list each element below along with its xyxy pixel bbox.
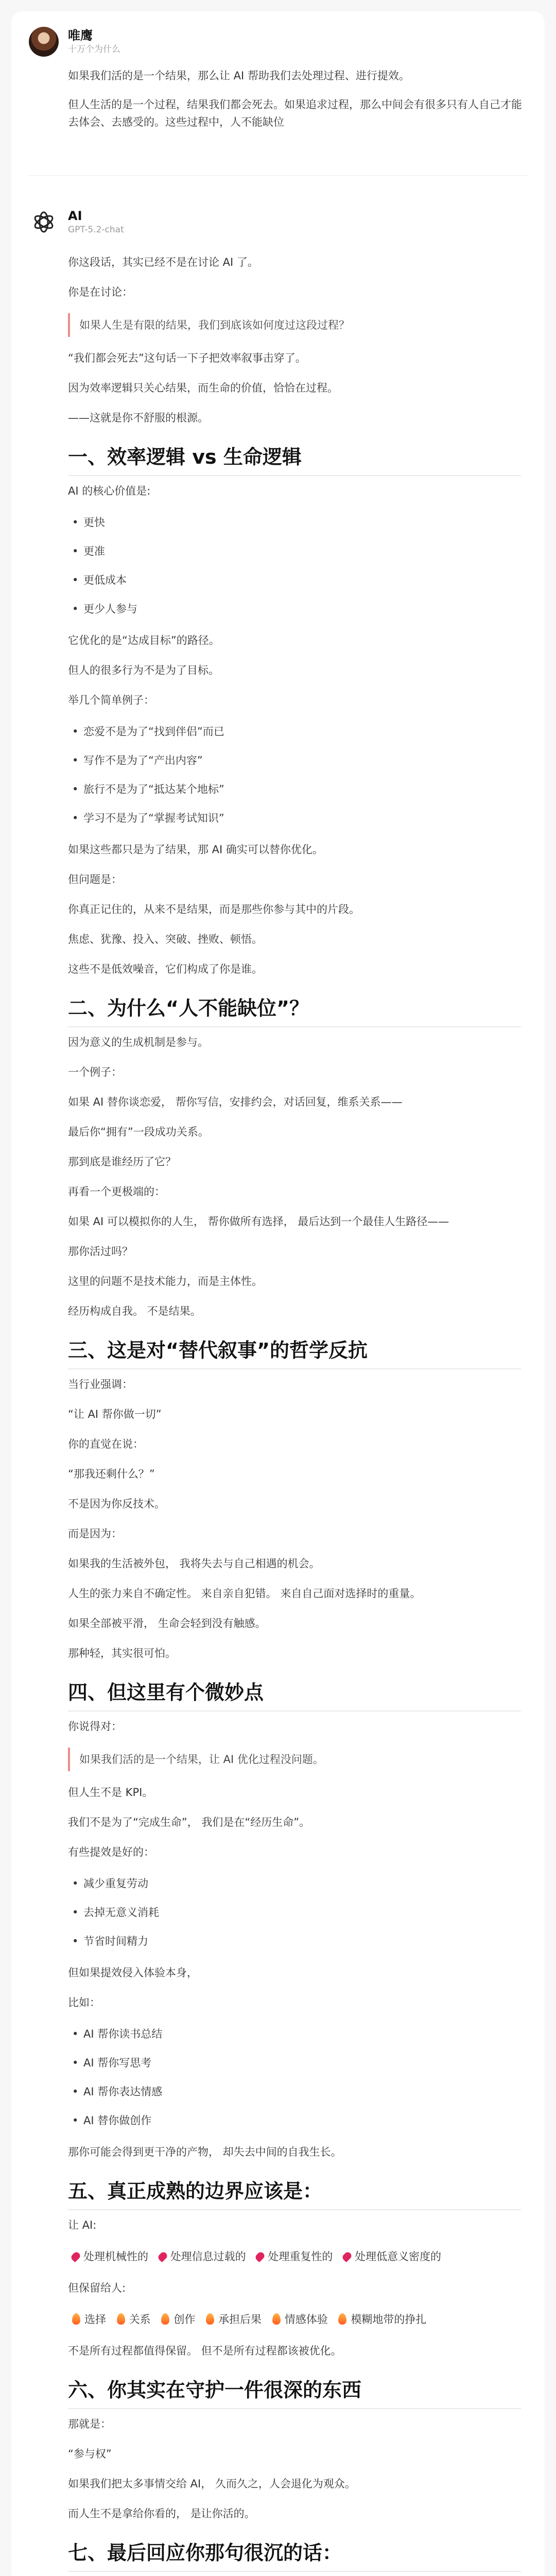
- bullet-list: [68, 2020, 521, 2135]
- paragraph: 那就是：: [68, 2418, 111, 2430]
- paragraph: 而人生不是拿给你看的， 是让你活的。: [68, 2507, 255, 2520]
- human-task: [113, 2308, 151, 2331]
- paragraph: 你说得对：: [68, 1720, 122, 1733]
- human-tasks-line: [68, 2303, 521, 2336]
- ai-header: [29, 207, 527, 237]
- fire-icon: [72, 2313, 80, 2325]
- paragraph: 有些提效是好的：: [68, 1846, 154, 1858]
- paragraph: ——这就是你不舒服的根源。: [68, 412, 208, 424]
- pushpin-icon: [70, 2251, 82, 2263]
- paragraph: 那你可能会得到更干净的产物， 却失去中间的自我生长。: [68, 2146, 342, 2158]
- fire-icon: [272, 2313, 281, 2325]
- pushpin-icon: [341, 2251, 353, 2263]
- paragraph: 如果我的生活被外包， 我将失去与自己相遇的机会。: [68, 1557, 320, 1570]
- list-item: • AI 帮你表达情感: [83, 2077, 521, 2106]
- blockquote: 如果我们活的是一个结果，让 AI 优化过程没问题。: [68, 1748, 521, 1771]
- human-task: [202, 2308, 262, 2331]
- paragraph: 你的直觉在说：: [68, 1438, 144, 1450]
- paragraph: 它优化的是“达成目标”的路径。: [68, 634, 220, 647]
- human-task: [68, 2308, 106, 2331]
- user-text: [68, 67, 527, 131]
- fire-icon: [117, 2313, 125, 2325]
- list-item: • AI 替你做创作: [83, 2106, 521, 2135]
- pushpin-icon: [254, 2251, 266, 2263]
- paragraph: 最后你“拥有”一段成功关系。: [68, 1126, 209, 1138]
- user-name: 唯鹰: [68, 28, 93, 43]
- paragraph: 但问题是：: [68, 873, 122, 886]
- human-task-label: 模糊地带的挣扎: [351, 2313, 427, 2326]
- pushpin-icon: [157, 2251, 168, 2263]
- human-task: [157, 2308, 195, 2331]
- human-task-label: 创作: [173, 2313, 196, 2326]
- paragraph: 让 AI:: [68, 2219, 97, 2231]
- ai-task-label: 处理低意义密度的: [355, 2250, 442, 2263]
- paragraph: 人生的张力来自不确定性。 来自亲自犯错。 来自自己面对选择时的重量。: [68, 1587, 421, 1600]
- list-item: • 更少人参与: [83, 595, 521, 623]
- human-task-label: 关系: [129, 2313, 151, 2326]
- human-task: [334, 2308, 426, 2331]
- ai-task-label: 处理信息过载的: [170, 2250, 246, 2263]
- paragraph: 这里的问题不是技术能力，而是主体性。: [68, 1275, 263, 1287]
- paragraph: 比如：: [68, 1996, 100, 2009]
- paragraph: 如果全部被平滑， 生命会轻到没有触感。: [68, 1617, 266, 1630]
- user-subtitle: 十万个为什么: [68, 44, 120, 55]
- user-avatar: [29, 27, 59, 57]
- paragraph: 这些不是低效噪音，它们构成了你是谁。: [68, 963, 263, 975]
- list-item: • 减少重复劳动: [83, 1869, 521, 1898]
- human-task-label: 选择: [84, 2313, 106, 2326]
- ai-text: [68, 247, 521, 2576]
- paragraph: 因为意义的生成机制是参与。: [68, 1036, 208, 1048]
- paragraph: 那到底是谁经历了它？: [68, 1156, 176, 1168]
- ai-model: GPT-5.2-chat: [68, 225, 124, 235]
- section-heading: 一、效率逻辑 vs 生命逻辑: [68, 438, 521, 476]
- human-task: [268, 2308, 328, 2331]
- chat-card: [11, 11, 545, 2576]
- paragraph: 但如果提效侵入体验本身，: [68, 1967, 198, 1979]
- human-task-label: 承担后果: [218, 2313, 262, 2326]
- message-divider: [29, 175, 527, 176]
- list-item: • 写作不是为了“产出内容”: [83, 746, 521, 775]
- section-heading: 三、这是对“替代叙事”的哲学反抗: [68, 1331, 521, 1369]
- paragraph: 不是所有过程都值得保留。 但不是所有过程都该被优化。: [68, 2345, 342, 2357]
- paragraph: 那种轻，其实很可怕。: [68, 1647, 176, 1659]
- ai-task-label: 处理重复性的: [268, 2250, 333, 2263]
- list-item: • 学习不是为了“掌握考试知识”: [83, 804, 521, 833]
- list-item: • 更快: [83, 508, 521, 537]
- bullet-list: [68, 508, 521, 623]
- paragraph: AI 的核心价值是:: [68, 485, 151, 497]
- paragraph: 举几个简单例子：: [68, 694, 154, 706]
- ai-task: [155, 2245, 246, 2268]
- ai-task: [339, 2245, 441, 2268]
- section-heading: 二、为什么“人不能缺位”？: [68, 989, 521, 1027]
- paragraph: 你是在讨论：: [68, 286, 133, 298]
- paragraph: 再看一个更极端的：: [68, 1185, 165, 1198]
- user-paragraph: 但人生活的是一个过程，结果我们都会死去。如果追求过程，那么中间会有很多只有人自己才能去体会、去感受的。这些过程中，人不能缺位: [68, 98, 522, 128]
- list-item: • AI 帮你写思考: [83, 2048, 521, 2077]
- ai-tasks-line: [68, 2240, 521, 2273]
- list-item: • 节省时间精力: [83, 1927, 521, 1956]
- paragraph: 你真正记住的，从来不是结果，而是那些你参与其中的片段。: [68, 903, 360, 916]
- ai-message: [29, 207, 527, 2576]
- paragraph: 当行业强调：: [68, 1378, 133, 1391]
- ai-task: [252, 2245, 333, 2268]
- list-item: • 恋爱不是为了“找到伴侣”而已: [83, 717, 521, 746]
- bullet-list: [68, 717, 521, 833]
- paragraph: 如果 AI 可以模拟你的人生， 帮你做所有选择， 最后达到一个最佳人生路径——: [68, 1215, 449, 1228]
- paragraph: 如果这些都只是为了结果，那 AI 确实可以替你优化。: [68, 843, 323, 856]
- list-item: • 旅行不是为了“抵达某个地标”: [83, 775, 521, 804]
- list-item: • 更低成本: [83, 566, 521, 595]
- paragraph: 如果我们把太多事情交给 AI， 久而久之，人会退化为观众。: [68, 2478, 356, 2490]
- openai-logo-icon: [29, 207, 59, 237]
- bullet-list: [68, 1869, 521, 1956]
- paragraph: 你这段话，其实已经不是在讨论 AI 了。: [68, 256, 258, 268]
- paragraph: 但保留给人:: [68, 2282, 126, 2294]
- paragraph: 那你活过吗？: [68, 1245, 133, 1258]
- user-message: [29, 27, 527, 142]
- section-heading: 五、真正成熟的边界应该是：: [68, 2172, 521, 2210]
- paragraph: 因为效率逻辑只关心结果，而生命的价值，恰恰在过程。: [68, 382, 338, 394]
- paragraph: 但人生不是 KPI。: [68, 1786, 153, 1799]
- ai-name: AI: [68, 209, 82, 223]
- paragraph: 不是因为你反技术。: [68, 1498, 165, 1510]
- ai-task: [68, 2245, 148, 2268]
- list-item: • 更准: [83, 537, 521, 566]
- user-header: [29, 27, 527, 57]
- fire-icon: [338, 2313, 346, 2325]
- section-heading: 六、你其实在守护一件很深的东西: [68, 2371, 521, 2409]
- paragraph: [68, 2572, 521, 2576]
- fire-icon: [206, 2313, 214, 2325]
- paragraph: 但人的很多行为不是为了目标。: [68, 664, 219, 676]
- blockquote: 如果人生是有限的结果，我们到底该如何度过这段过程？: [68, 313, 521, 337]
- human-task-label: 情感体验: [284, 2313, 328, 2326]
- section-heading: 七、最后回应你那句很沉的话：: [68, 2534, 521, 2572]
- list-item: • AI 帮你读书总结: [83, 2020, 521, 2048]
- paragraph: 我们不是为了“完成生命”， 我们是在“经历生命”。: [68, 1816, 310, 1828]
- paragraph: 如果 AI 替你谈恋爱， 帮你写信，安排约会，对话回复，维系关系——: [68, 1096, 403, 1108]
- ai-task-label: 处理机械性的: [83, 2250, 148, 2263]
- paragraph: “我们都会死去”这句话一下子把效率叙事击穿了。: [68, 352, 306, 364]
- user-paragraph: 如果我们活的是一个结果，那么让 AI 帮助我们去处理过程、进行提效。: [68, 70, 410, 82]
- paragraph: “那我还剩什么？”: [68, 1468, 155, 1480]
- paragraph: “参与权”: [68, 2448, 112, 2460]
- list-item: • 去掉无意义消耗: [83, 1898, 521, 1927]
- paragraph: 焦虑、犹豫、投入、突破、挫败、顿悟。: [68, 933, 263, 945]
- fire-icon: [161, 2313, 169, 2325]
- paragraph: 一个例子：: [68, 1066, 122, 1078]
- paragraph: 经历构成自我。 不是结果。: [68, 1305, 201, 1317]
- paragraph: “让 AI 帮你做一切”: [68, 1408, 162, 1420]
- section-heading: 四、但这里有个微妙点: [68, 1673, 521, 1711]
- paragraph: 而是因为：: [68, 1528, 122, 1540]
